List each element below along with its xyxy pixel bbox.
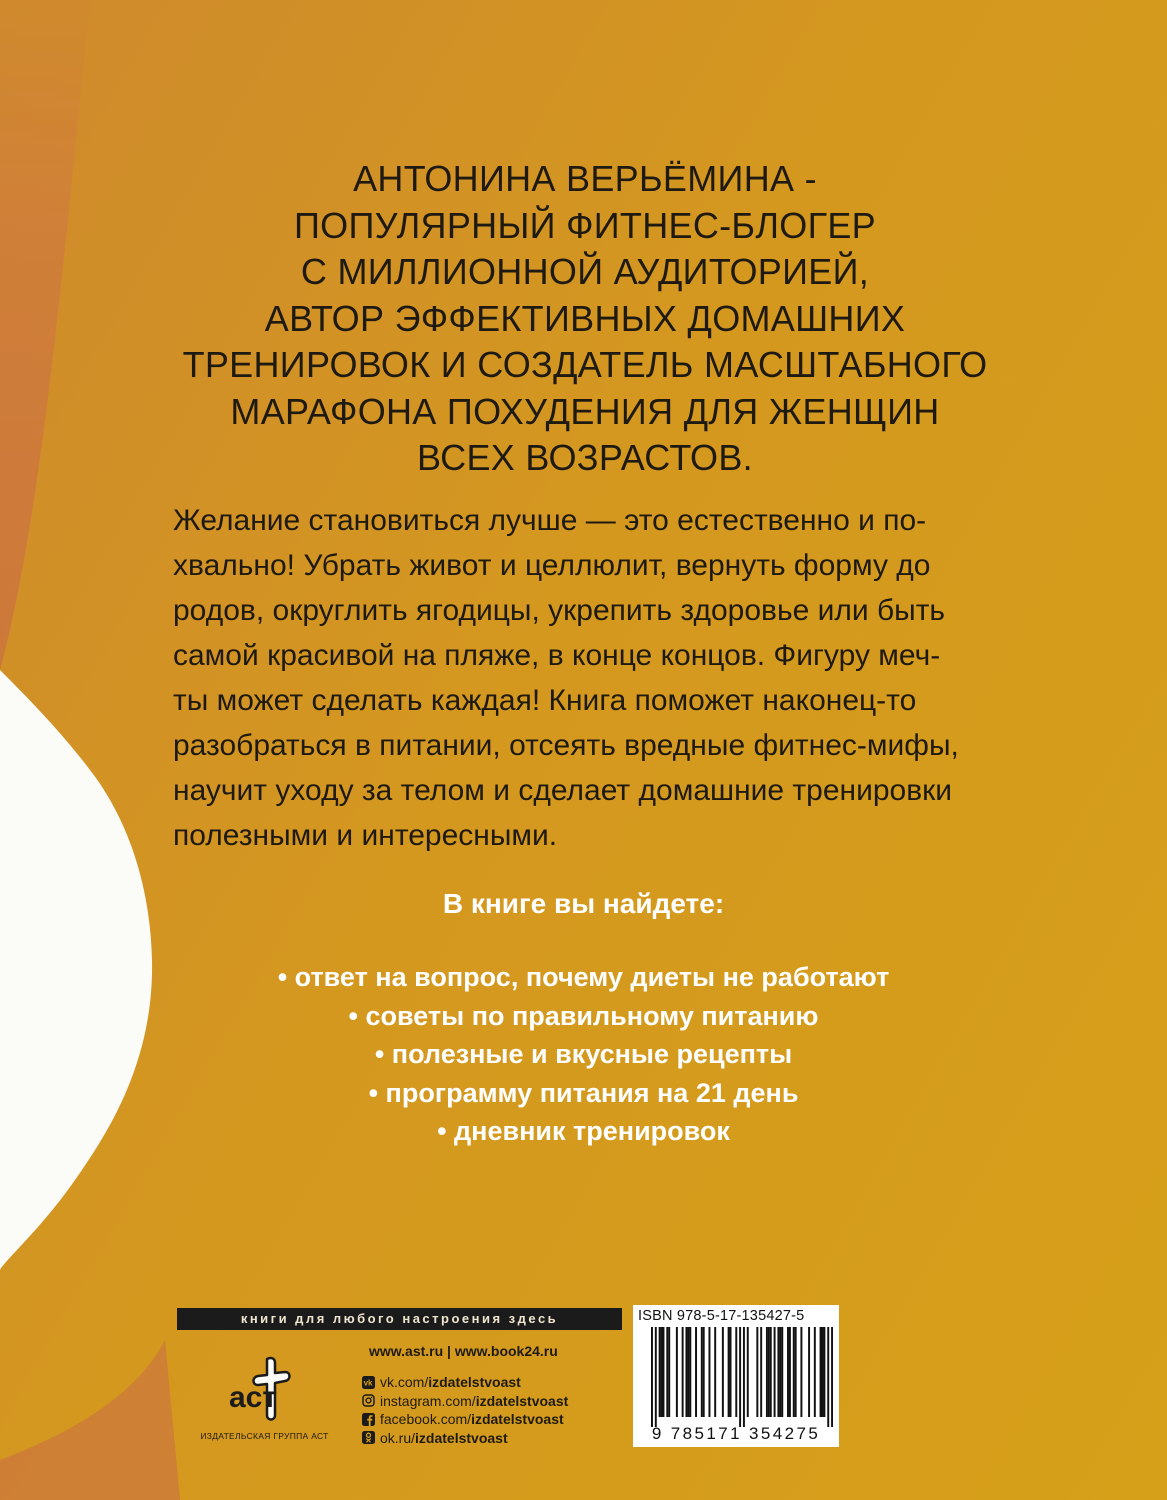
svg-text:vk: vk <box>363 1378 373 1388</box>
isbn-barcode-block <box>633 1305 839 1447</box>
list-item: • советы по правильному питанию <box>348 1000 819 1031</box>
heading-line: ВСЕХ ВОЗРАСТОВ. <box>417 437 753 478</box>
logo-wordmark: аст <box>229 1381 278 1414</box>
list-item: • дневник тренировок <box>437 1116 730 1146</box>
barcode-bar <box>685 1327 687 1417</box>
barcode-bar <box>676 1327 678 1417</box>
barcode-bar <box>831 1327 833 1427</box>
author-heading <box>150 156 1020 482</box>
barcode-bar <box>695 1327 697 1417</box>
barcode-bar <box>781 1327 783 1417</box>
barcode-bar <box>789 1327 791 1417</box>
social-handle: izdatelstvoast <box>415 1429 508 1446</box>
publisher-tagline: книги для любого настроения здесь <box>177 1308 622 1330</box>
barcode-bar <box>668 1327 670 1417</box>
barcode-bar <box>661 1327 663 1417</box>
description-line: научит уходу за телом и сделает домашние тренировки <box>173 774 953 807</box>
barcode-bar <box>814 1327 816 1417</box>
isbn-label: ISBN 978-5-17-135427-5 <box>638 1308 805 1324</box>
heading-line: АВТОР ЭФФЕКТИВНЫХ ДОМАШНИХ <box>264 297 906 339</box>
barcode-bar <box>808 1327 810 1417</box>
social-handle: izdatelstvoast <box>471 1411 564 1427</box>
odnoklassniki-icon <box>362 1431 375 1444</box>
barcode-bar <box>779 1327 781 1417</box>
social-links <box>362 1373 568 1447</box>
barcode-bar <box>777 1327 779 1417</box>
publisher-imprint: ИЗДАТЕЛЬСКАЯ ГРУППА АСТ <box>200 1431 329 1441</box>
barcode-digits: 9 785171 354275 <box>651 1424 821 1443</box>
description-line: самой красивой на пляже, в конце концов. Фигуру меч- <box>173 639 941 672</box>
list-item: • ответ на вопрос, почему диеты не работают <box>277 962 890 992</box>
heading-line: ПОПУЛЯРНЫЙ ФИТНЕС-БЛОГЕР <box>293 204 876 246</box>
barcode-bar <box>743 1327 745 1427</box>
barcode-bar <box>800 1327 802 1417</box>
ean13-barcode <box>651 1327 833 1427</box>
description-line: хвально! Убрать живот и целлюлит, вернуть форму до <box>173 549 931 582</box>
barcode-bar <box>795 1327 797 1417</box>
barcode-bar <box>760 1327 762 1417</box>
barcode-bar <box>774 1327 776 1417</box>
social-link-facebook[interactable] <box>362 1410 568 1429</box>
barcode-bar <box>735 1327 737 1417</box>
heading-line: С МИЛЛИОННОЙ АУДИТОРИЕЙ, <box>300 251 870 292</box>
description-line: родов, округлить ягодицы, укрепить здоровье или быть <box>173 594 946 627</box>
social-link-vk[interactable] <box>362 1373 568 1392</box>
social-prefix: ok.ru/ <box>380 1429 416 1446</box>
social-handle: izdatelstvoast <box>428 1374 521 1390</box>
description-line: ты может сделать каждая! Книга поможет наконец-то <box>173 684 917 717</box>
barcode-bar <box>714 1327 716 1417</box>
social-link-odnoklassniki[interactable] <box>362 1429 568 1448</box>
barcode-bar <box>655 1327 657 1427</box>
contents-list-title: В книге вы найдете: <box>442 888 725 919</box>
contents-list <box>0 958 1167 1151</box>
barcode-bar <box>730 1327 732 1417</box>
barcode-bar <box>682 1327 684 1417</box>
barcode-bar <box>823 1327 825 1417</box>
barcode-bar <box>822 1327 824 1417</box>
barcode-bar <box>651 1327 653 1427</box>
barcode-bar <box>701 1327 703 1417</box>
list-item: • программу питания на 21 день <box>368 1077 799 1108</box>
instagram-icon <box>362 1394 375 1407</box>
social-handle: izdatelstvoast <box>475 1392 569 1409</box>
barcode-bar <box>662 1327 664 1417</box>
vk-icon <box>362 1376 375 1389</box>
barcode-bar <box>793 1327 795 1417</box>
barcode-bar <box>827 1327 829 1427</box>
barcode-bar <box>787 1327 789 1417</box>
barcode-bar <box>722 1327 724 1417</box>
description-line: полезными и интересными. <box>173 819 558 852</box>
barcode-bar <box>666 1327 668 1417</box>
barcode-bar <box>770 1327 772 1417</box>
description-line: разобраться в питании, отсеять вредные фитнес-мифы, <box>173 729 959 762</box>
barcode-bar <box>708 1327 710 1417</box>
social-prefix: facebook.com/ <box>380 1411 472 1427</box>
publisher-websites[interactable]: www.ast.ru | www.book24.ru <box>369 1343 558 1359</box>
barcode-bar <box>703 1327 705 1417</box>
facebook-icon <box>362 1413 375 1426</box>
social-prefix: instagram.com/ <box>380 1392 476 1409</box>
heading-line: МАРАФОНА ПОХУДЕНИЯ ДЛЯ ЖЕНЩИН <box>230 390 940 432</box>
barcode-bar <box>689 1327 691 1417</box>
barcode-bar <box>766 1327 768 1417</box>
barcode-bar <box>756 1327 758 1417</box>
heading-line: АНТОНИНА ВЕРЬЁМИНА - <box>353 158 817 199</box>
heading-line: ТРЕНИРОВОК И СОЗДАТЕЛЬ МАСШТАБНОГО <box>182 344 988 385</box>
barcode-bar <box>768 1327 770 1417</box>
social-link-instagram[interactable] <box>362 1392 568 1411</box>
barcode-bar <box>659 1327 661 1417</box>
barcode-bar <box>728 1327 730 1417</box>
barcode-bar <box>747 1327 749 1417</box>
barcode-bar <box>820 1327 822 1417</box>
social-prefix: vk.com/ <box>380 1374 429 1390</box>
list-item: • полезные и вкусные рецепты <box>374 1039 793 1069</box>
book-description <box>173 498 993 858</box>
ast-logo <box>225 1355 305 1425</box>
barcode-bar <box>739 1327 741 1427</box>
description-line: Желание становиться лучше — это естественно и по- <box>173 504 927 537</box>
barcode-bar <box>687 1327 689 1417</box>
